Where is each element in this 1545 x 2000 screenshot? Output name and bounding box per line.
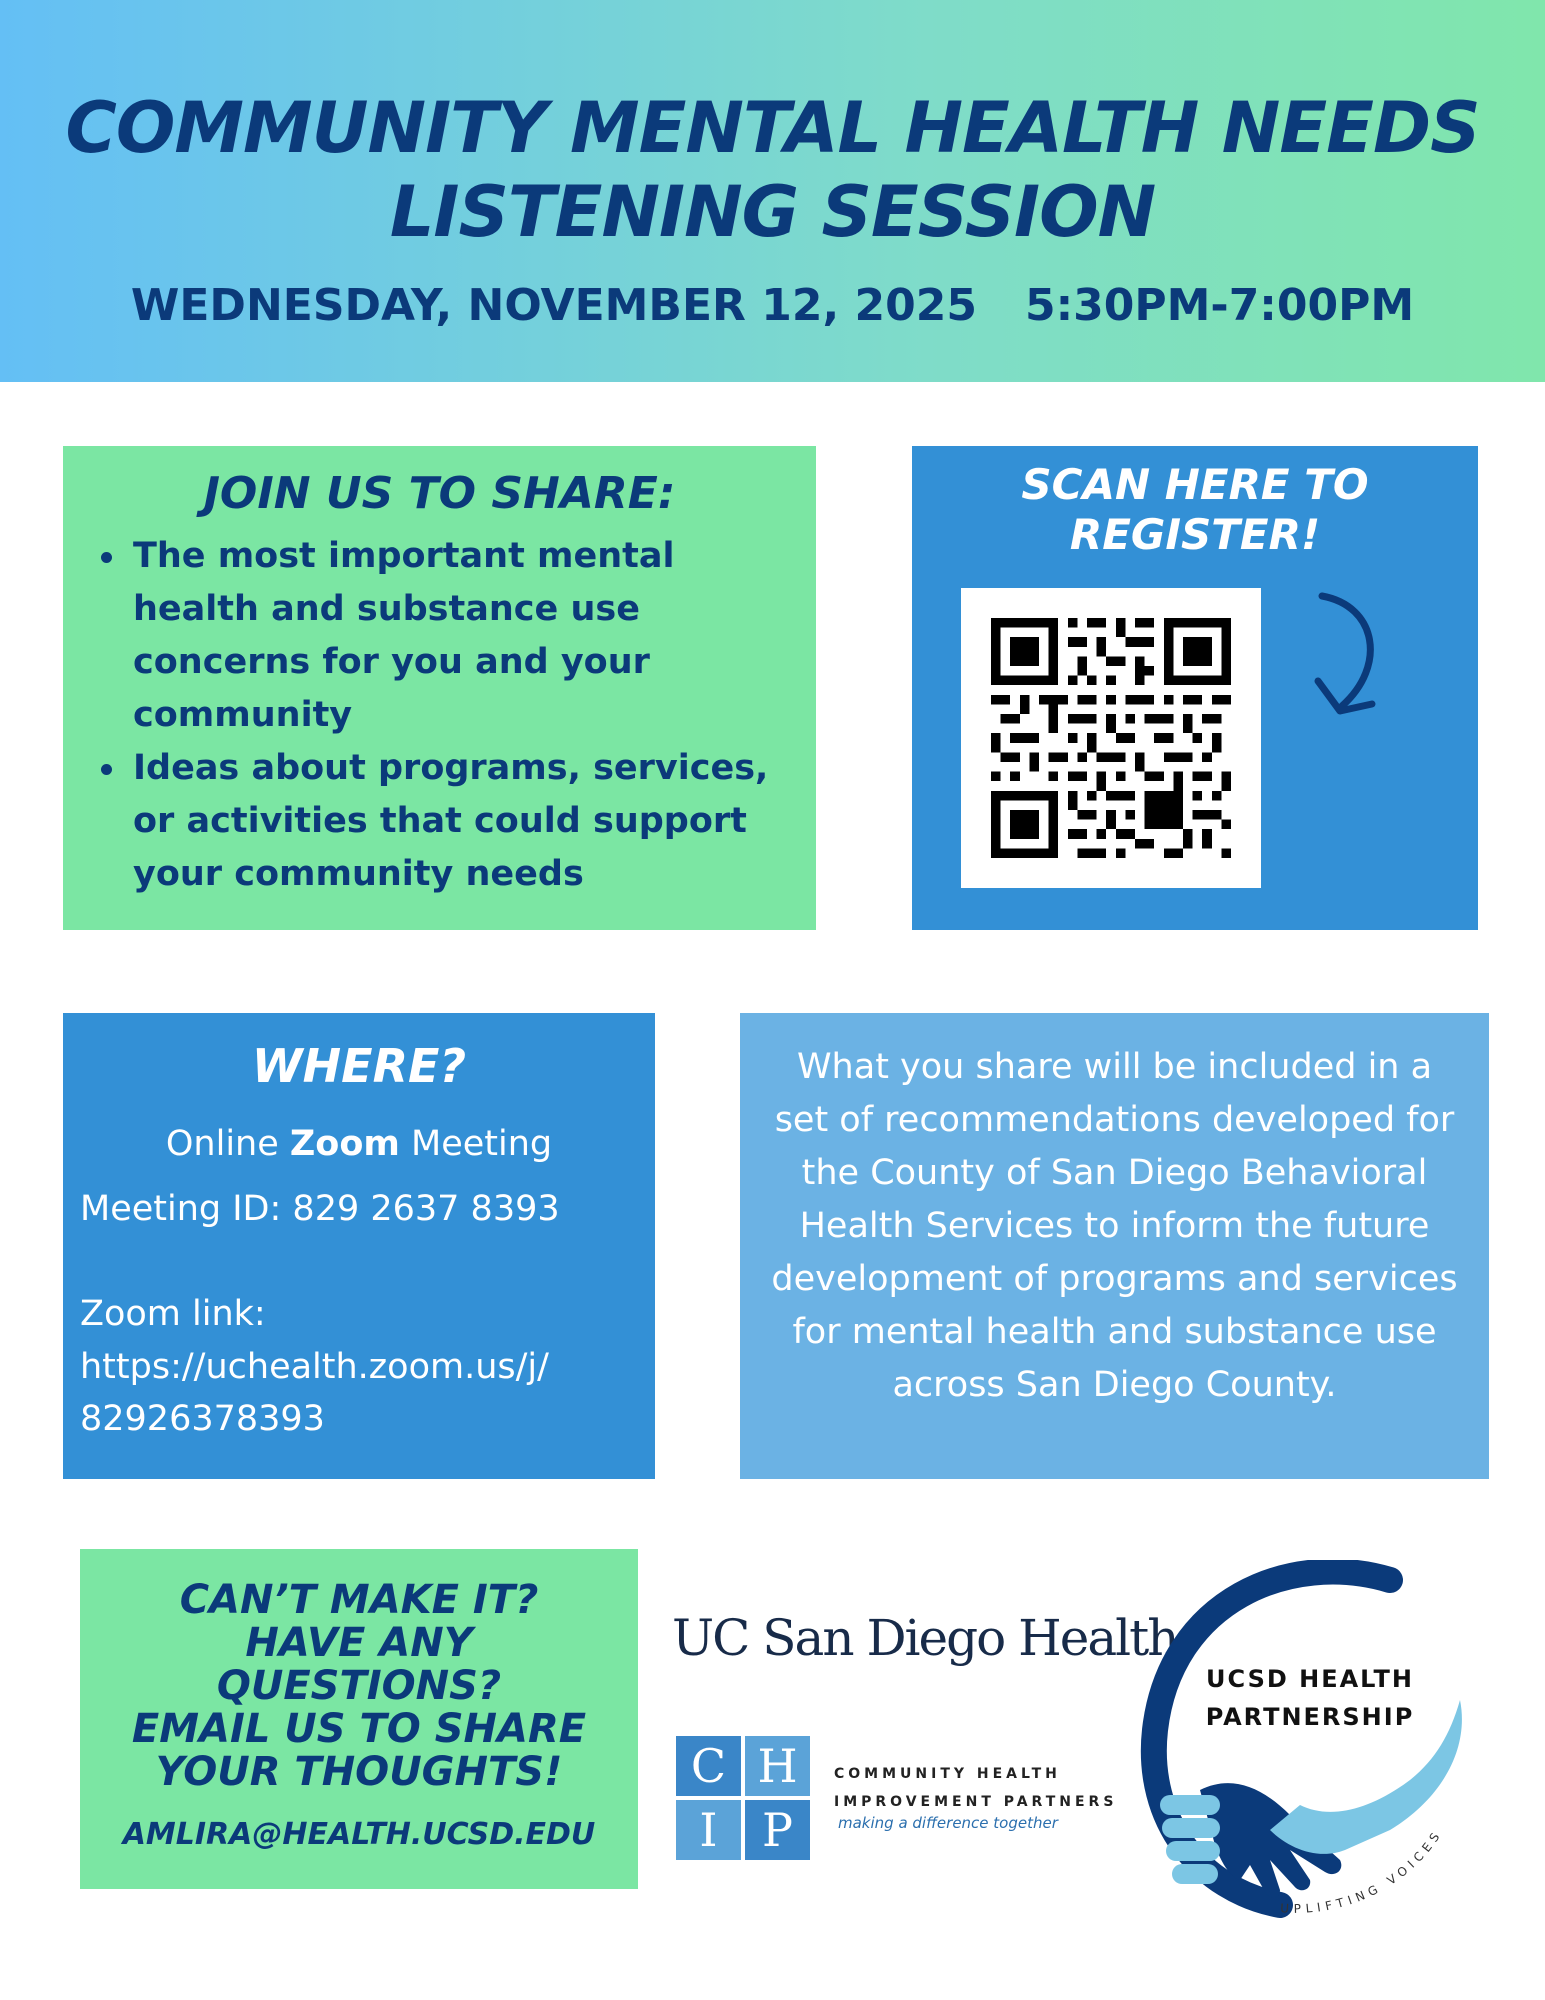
title-line-1: COMMUNITY MENTAL HEALTH NEEDS (65, 87, 1480, 169)
join-list (93, 530, 786, 901)
register-title-line-2: REGISTER! (1069, 510, 1321, 559)
where-box (63, 1013, 655, 1479)
partnership-handshake-icon (1140, 1560, 1480, 1930)
curved-arrow-icon (1302, 586, 1392, 736)
page-title (0, 86, 1545, 254)
contact-email[interactable]: AMLIRA@HEALTH.UCSD.EDU (122, 1817, 596, 1852)
uc-san-diego-health-logo: UC San Diego Health (672, 1609, 1178, 1667)
ucsd-health-partnership-logo (1140, 1560, 1480, 1930)
qr-code-icon (991, 618, 1231, 858)
contact-line-2: HAVE ANY (245, 1620, 473, 1666)
contact-line-5: YOUR THOUGHTS! (155, 1749, 563, 1795)
join-title: JOIN US TO SHARE: (203, 468, 676, 519)
qr-code[interactable] (961, 588, 1261, 888)
zoom-link-line-2[interactable]: 82926378393 (80, 1399, 325, 1439)
meeting-type (63, 1121, 655, 1167)
partnership-name (1140, 1660, 1480, 1736)
chip-name-line-1: COMMUNITY HEALTH (834, 1766, 1061, 1782)
chip-name (834, 1760, 1117, 1816)
partnership-line-1: UCSD HEALTH (1206, 1665, 1414, 1693)
event-time: 5:30PM-7:00PM (1024, 280, 1415, 331)
contact-title (80, 1579, 638, 1794)
recommendations-note: What you share will be included in a set of recommendations developed for the County of San Diego Behavioral Health Services to inform the future development of programs and services for mental health and substance use across San Diego County. (740, 1013, 1489, 1479)
partnership-arc-text: UPLIFTING VOICES (1279, 1826, 1446, 1916)
zoom-link[interactable] (80, 1341, 549, 1445)
header-banner (0, 0, 1545, 382)
chip-letter: P (745, 1800, 810, 1860)
register-title-line-1: SCAN HERE TO (1021, 460, 1369, 509)
meeting-type-prefix: Online (165, 1124, 279, 1164)
meeting-id: Meeting ID: 829 2637 8393 (80, 1189, 560, 1229)
register-box (912, 446, 1478, 930)
contact-box (80, 1549, 638, 1889)
contact-line-1: CAN’T MAKE IT? (179, 1577, 539, 1623)
chip-letter: H (745, 1736, 810, 1796)
event-date: WEDNESDAY, NOVEMBER 12, 2025 (130, 280, 977, 331)
where-title: WHERE? (251, 1039, 467, 1093)
partnership-line-2: PARTNERSHIP (1205, 1703, 1415, 1731)
chip-letter: C (676, 1736, 741, 1796)
zoom-link-label: Zoom link: (80, 1294, 266, 1334)
zoom-link-line-1[interactable]: https://uchealth.zoom.us/j/ (80, 1347, 549, 1387)
register-title (912, 460, 1478, 560)
meeting-type-platform: Zoom (289, 1124, 400, 1164)
join-us-box (63, 446, 816, 930)
meeting-type-suffix: Meeting (411, 1124, 553, 1164)
list-item: The most important mental health and substance use concerns for you and your community (93, 530, 786, 742)
chip-name-line-2: IMPROVEMENT PARTNERS (834, 1794, 1118, 1810)
contact-line-4: EMAIL US TO SHARE (131, 1706, 587, 1752)
contact-line-3: QUESTIONS? (216, 1663, 502, 1709)
list-item: Ideas about programs, services, or activities that could support your community needs (93, 742, 786, 901)
title-line-2: LISTENING SESSION (389, 171, 1156, 253)
chip-logo (676, 1736, 810, 1860)
event-datetime (0, 278, 1545, 334)
chip-tagline: making a difference together (838, 1814, 1058, 1832)
chip-letter: I (676, 1800, 741, 1860)
